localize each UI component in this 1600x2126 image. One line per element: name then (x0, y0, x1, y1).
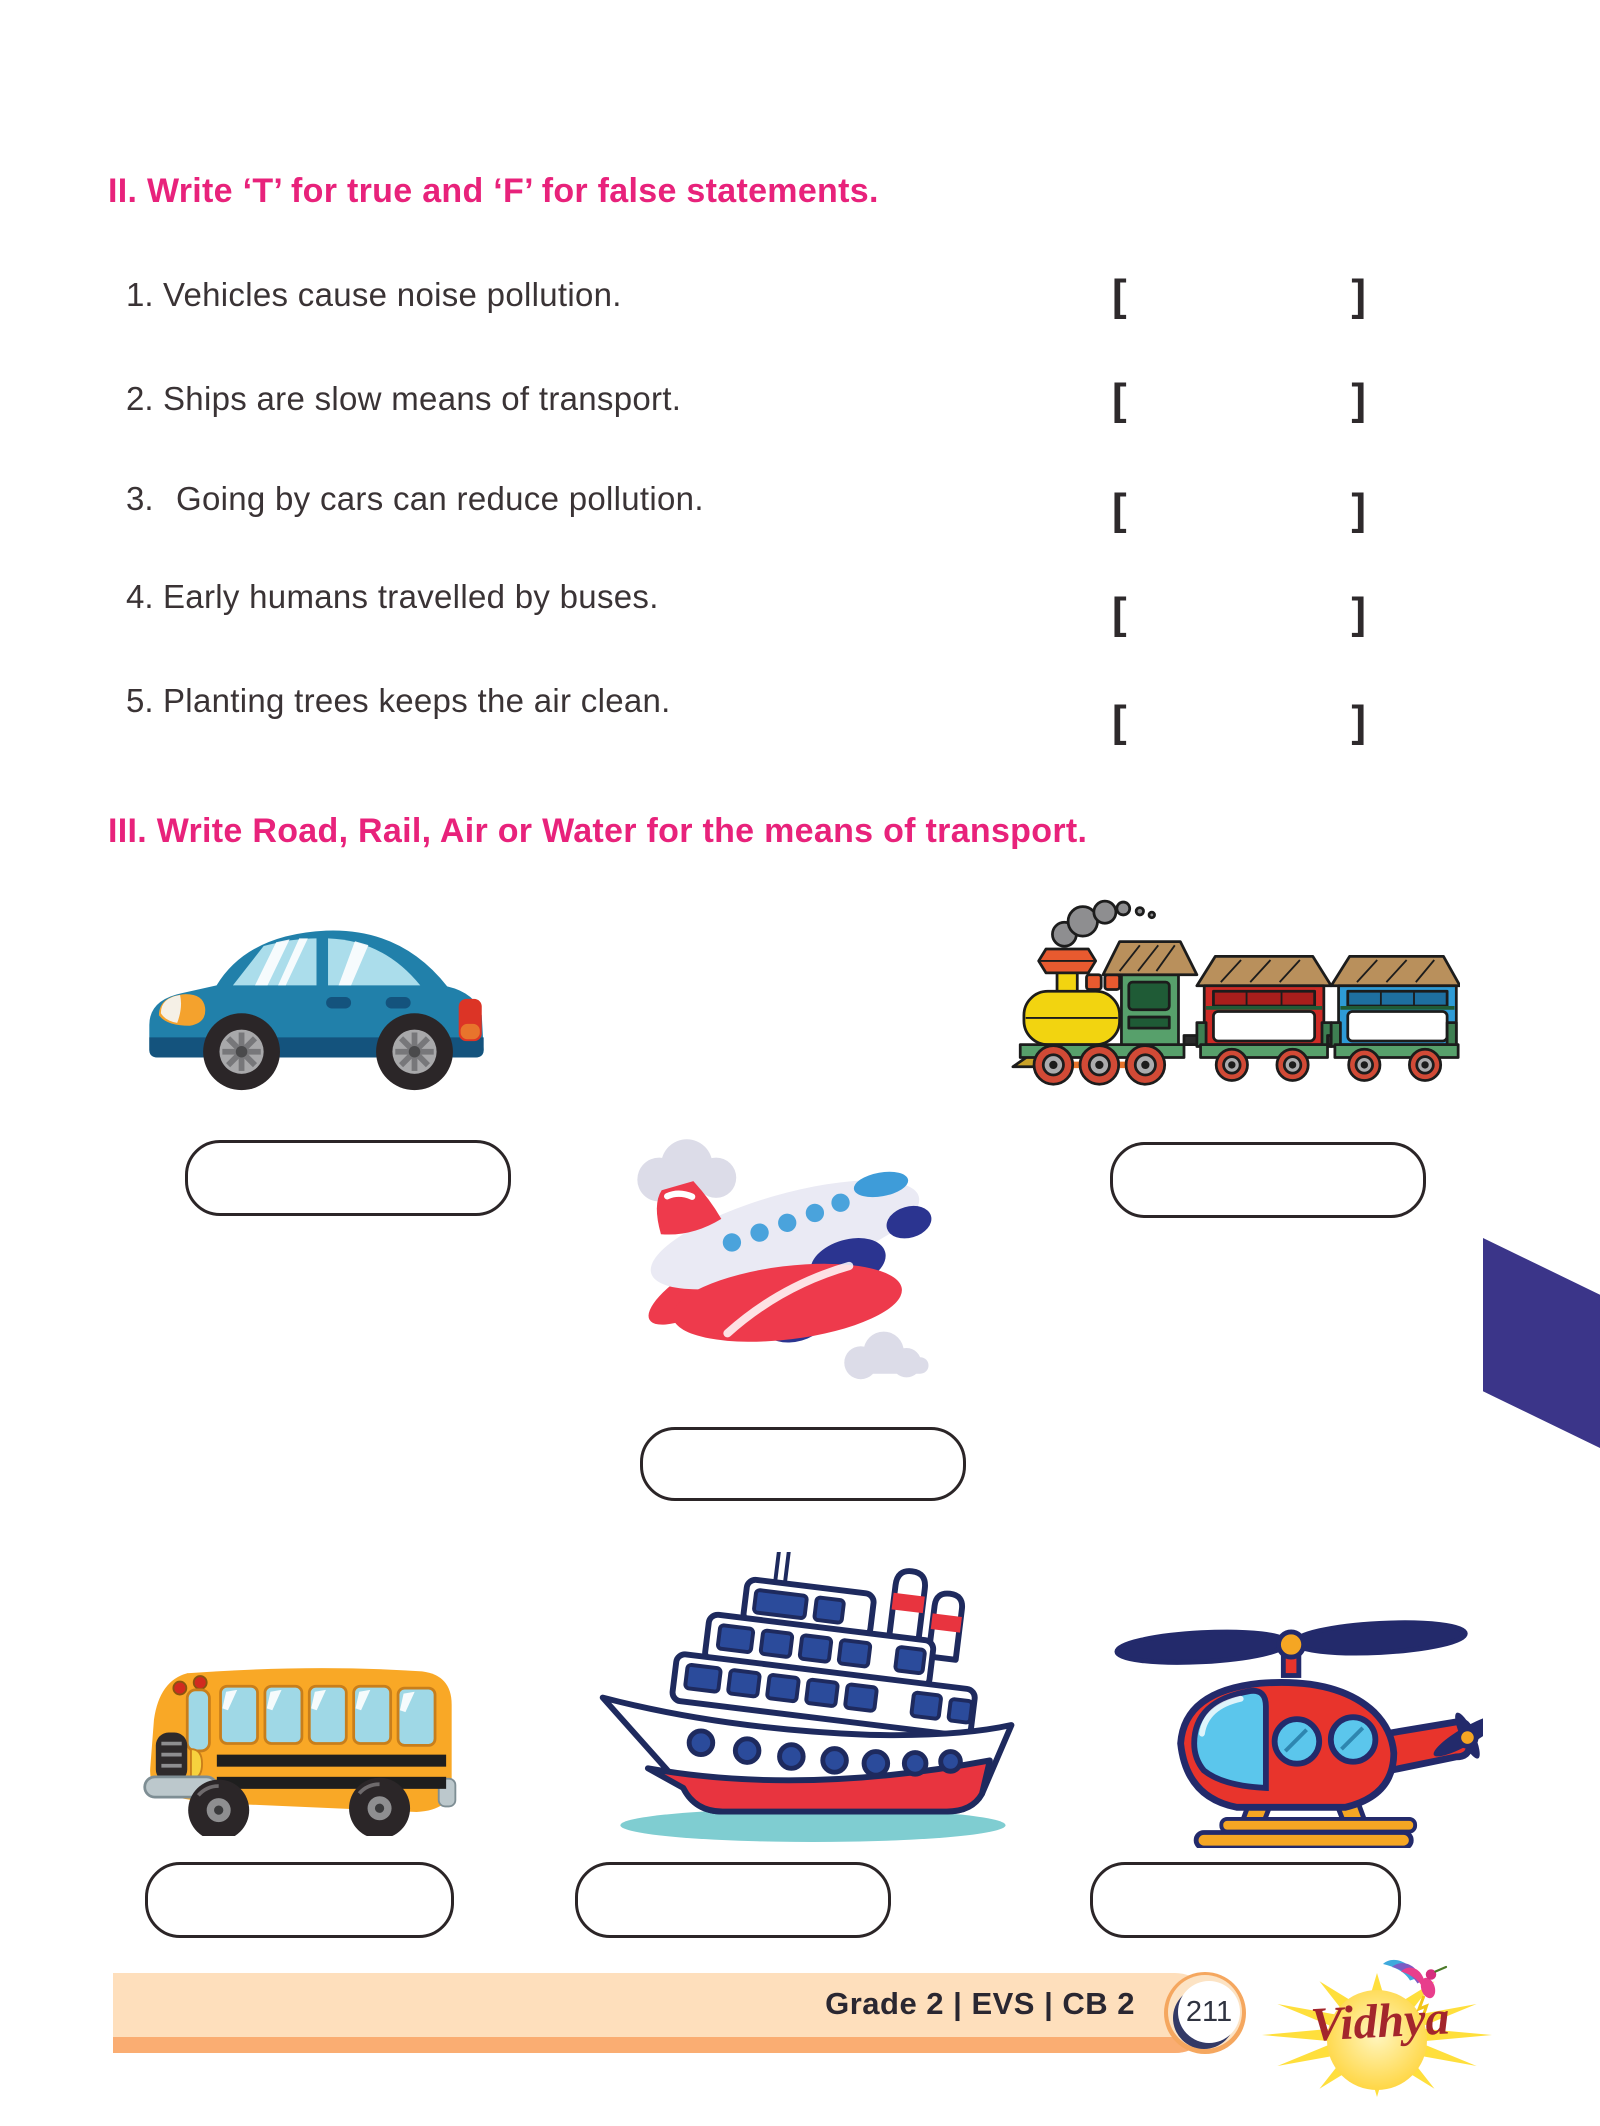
ship-image (585, 1552, 1037, 1848)
page-number-badge (1164, 1972, 1246, 2054)
publisher-wordmark: Vidhya (1309, 1991, 1451, 2052)
close-bracket: ] (1351, 589, 1366, 638)
item-number: 5. (126, 682, 154, 719)
item-number: 3. (126, 480, 154, 517)
statement-text: Early humans travelled by buses. (163, 578, 659, 615)
airplane-image (595, 1088, 980, 1403)
tf-answer-slot-3[interactable] (1112, 484, 1366, 536)
item-number: 4. (126, 578, 154, 615)
tf-answer-slot-2[interactable] (1112, 374, 1366, 426)
item-number: 2. (126, 380, 154, 417)
close-bracket: ] (1351, 485, 1366, 534)
tf-answer-slot-4[interactable] (1112, 588, 1366, 640)
statement-text: Vehicles cause noise pollution. (163, 276, 622, 313)
footer-course-label: Grade 2 | EVS | CB 2 (825, 1986, 1135, 2021)
tf-row-1 (0, 271, 1600, 324)
open-bracket: [ (1112, 375, 1127, 424)
tf-row-2 (0, 375, 1600, 428)
publisher-logo (1252, 1950, 1508, 2102)
close-bracket: ] (1351, 271, 1366, 320)
open-bracket: [ (1112, 589, 1127, 638)
item-number: 1. (126, 276, 154, 313)
statement-text: Planting trees keeps the air clean. (163, 682, 671, 719)
tf-row-3 (0, 480, 1600, 534)
footer-strip (113, 2037, 1215, 2053)
car-image (128, 898, 505, 1094)
answer-box-ship[interactable] (575, 1862, 891, 1938)
answer-box-airplane[interactable] (640, 1427, 966, 1501)
statement-text: Ships are slow means of transport. (163, 380, 682, 417)
statement-text: Going by cars can reduce pollution. (176, 480, 704, 517)
open-bracket: [ (1112, 271, 1127, 320)
open-bracket: [ (1112, 697, 1127, 746)
section-3-heading: III. Write Road, Rail, Air or Water for the means of transport. (108, 812, 1088, 850)
train-image (1000, 890, 1460, 1088)
page-corner-accent (1483, 1238, 1600, 1448)
open-bracket: [ (1112, 485, 1127, 534)
answer-box-train[interactable] (1110, 1142, 1426, 1218)
tf-row-4 (0, 578, 1600, 638)
tf-answer-slot-1[interactable] (1112, 270, 1366, 322)
answer-box-car[interactable] (185, 1140, 511, 1216)
answer-box-bus[interactable] (145, 1862, 454, 1938)
section-2-heading: II. Write ‘T’ for true and ‘F’ for false statements. (108, 172, 879, 210)
bus-image (128, 1640, 461, 1836)
close-bracket: ] (1351, 697, 1366, 746)
helicopter-image (1105, 1598, 1483, 1848)
tf-row-5 (0, 682, 1600, 746)
page-number: 211 (1178, 1981, 1240, 2043)
answer-box-helicopter[interactable] (1090, 1862, 1401, 1938)
tf-answer-slot-5[interactable] (1112, 696, 1366, 748)
close-bracket: ] (1351, 375, 1366, 424)
